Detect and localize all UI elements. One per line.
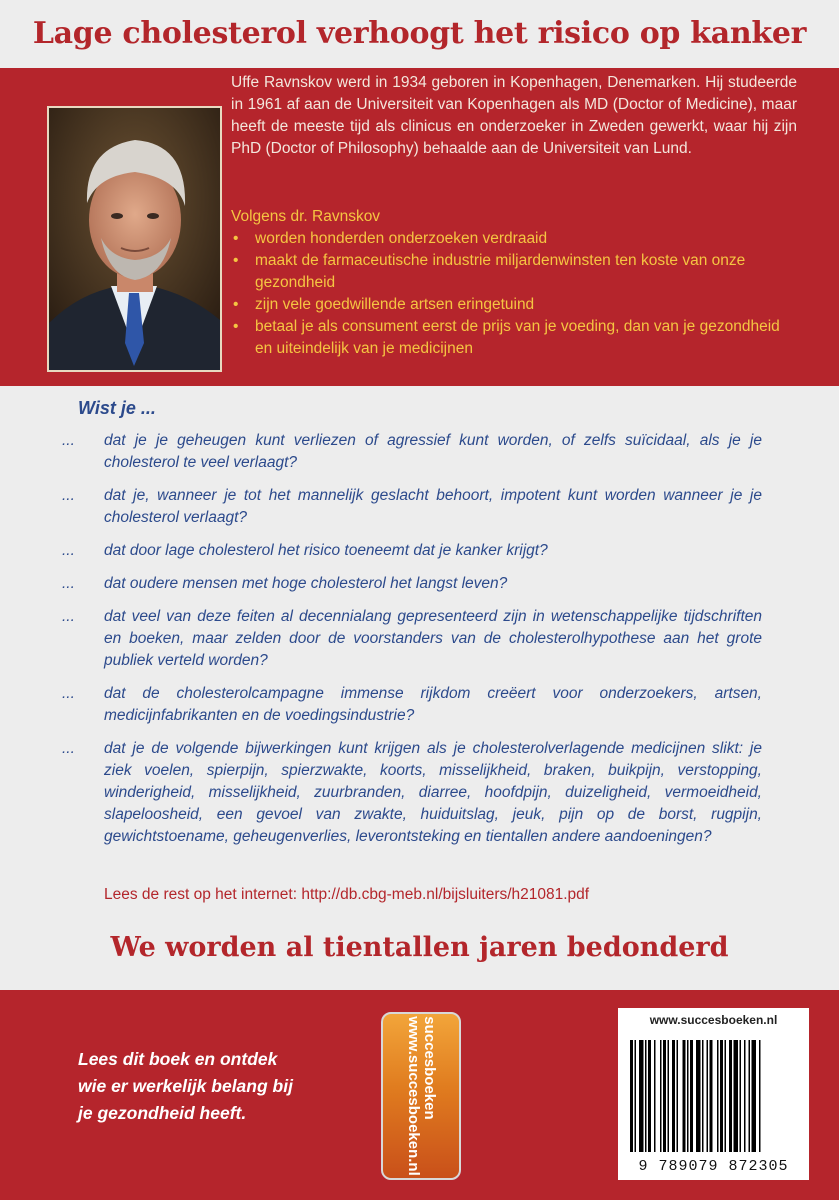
logo-line: www.succesboeken.nl xyxy=(405,1016,422,1176)
barcode-bar xyxy=(729,1040,732,1152)
tagline-line: Lees dit boek en ontdek xyxy=(78,1049,278,1069)
middle-title: We worden al tientallen jaren bedonderd xyxy=(110,931,729,963)
ellipsis-prefix: ... xyxy=(62,575,75,592)
barcode-bar xyxy=(717,1040,719,1152)
logo-line: succesboeken xyxy=(421,1016,438,1120)
list-item xyxy=(62,430,762,474)
barcode-bar xyxy=(720,1040,723,1152)
list-item xyxy=(62,606,762,672)
barcode-bar xyxy=(725,1040,727,1152)
barcode-bar xyxy=(663,1040,666,1152)
bullet-intro: Volgens dr. Ravnskov xyxy=(231,208,381,225)
list-item: • maakt de farmaceutische industrie miljardenwinsten ten koste van onze gezondheid xyxy=(231,250,801,294)
tagline-line: je gezondheid heeft. xyxy=(78,1103,247,1123)
barcode-bar xyxy=(645,1040,647,1152)
fact-text: dat je je geheugen kunt verliezen of agressief kunt worden, of zelfs suïcidaal, als je je cholesterol te veel verlaagt? xyxy=(104,432,762,471)
list-item xyxy=(62,540,762,562)
tagline xyxy=(78,1046,293,1127)
top-title: Lage cholesterol verhoogt het risico op kanker xyxy=(32,15,807,51)
list-item xyxy=(62,683,762,727)
barcode-bar xyxy=(752,1040,757,1152)
list-item: • worden honderden onderzoeken verdraaid xyxy=(231,228,801,250)
list-item xyxy=(62,485,762,529)
list-item xyxy=(62,573,762,595)
barcode-bar xyxy=(696,1040,701,1152)
ellipsis-prefix: ... xyxy=(62,740,75,757)
barcode-bar xyxy=(702,1040,704,1152)
barcode-bar xyxy=(744,1040,746,1152)
barcode-url: www.succesboeken.nl xyxy=(649,1013,778,1027)
tagline-line: wie er werkelijk belang bij xyxy=(78,1076,293,1096)
barcode-bar xyxy=(654,1040,656,1152)
isbn-number: 9 789079 872305 xyxy=(638,1158,789,1175)
barcode-bar xyxy=(672,1040,675,1152)
barcode-bars xyxy=(628,1040,799,1152)
list-item: • betaal je als consument eerst de prijs van je voeding, dan van je gezondheid en uiteindelijk van je medicijnen xyxy=(231,316,801,360)
barcode-bar xyxy=(639,1040,644,1152)
barcode-bar xyxy=(635,1040,637,1152)
barcode-bar xyxy=(660,1040,662,1152)
claims-list xyxy=(231,228,801,360)
list-item: • zijn vele goedwillende artsen eringetuind xyxy=(231,294,801,316)
logo-text xyxy=(405,1016,437,1176)
barcode-bar xyxy=(687,1040,689,1152)
barcode-bar xyxy=(734,1040,739,1152)
fact-text: dat je, wanneer je tot het mannelijk geslacht behoort, impotent kunt worden wanneer je je cholesterol verlaagt? xyxy=(104,487,762,526)
wist-heading: Wist je ... xyxy=(78,398,156,418)
fact-text: dat oudere mensen met hoge cholesterol het langst leven? xyxy=(104,575,508,592)
ellipsis-prefix: ... xyxy=(62,487,75,504)
barcode-bar xyxy=(630,1040,633,1152)
barcode-bar xyxy=(677,1040,679,1152)
barcode-bar xyxy=(759,1040,761,1152)
fact-text: dat door lage cholesterol het risico toeneemt dat je kanker krijgt? xyxy=(104,542,548,559)
ellipsis-prefix: ... xyxy=(62,542,75,559)
facts-list xyxy=(62,430,762,859)
barcode xyxy=(618,1008,809,1180)
fact-text: dat veel van deze feiten al decennialang gepresenteerd zijn in wetenschappelijke tijdschriften en boeken, maar zelden door de voorstanders van de cholesterolhypothese aan het grote publiek verteld worden? xyxy=(104,608,762,669)
fact-text: dat de cholesterolcampagne immense rijkdom creëert voor onderzoekers, artsen, medicijnfabrikanten en de voedingsindustrie? xyxy=(104,685,762,724)
source-link[interactable]: Lees de rest op het internet: http://db.cbg-meb.nl/bijsluiters/h21081.pdf xyxy=(104,886,590,903)
barcode-bar xyxy=(690,1040,693,1152)
ellipsis-prefix: ... xyxy=(62,432,75,449)
barcode-bar xyxy=(740,1040,742,1152)
barcode-bar xyxy=(710,1040,713,1152)
barcode-bar xyxy=(648,1040,651,1152)
barcode-bar xyxy=(668,1040,670,1152)
publisher-logo xyxy=(381,1012,461,1180)
barcode-bar xyxy=(683,1040,686,1152)
author-bio: Uffe Ravnskov werd in 1934 geboren in Kopenhagen, Denemarken. Hij studeerde in 1961 af aan de Universiteit van Kopenhagen als MD (Doctor of Medicine), maar heeft de meeste tijd als clinicus en onderzoeker in Zweden gewerkt, waar hij zijn PhD (Doctor of Philosophy) behaalde aan de Universiteit van Lund. xyxy=(231,74,797,157)
barcode-bar xyxy=(707,1040,709,1152)
ellipsis-prefix: ... xyxy=(62,685,75,702)
barcode-bar xyxy=(749,1040,751,1152)
list-item xyxy=(62,738,762,848)
author-photo xyxy=(47,106,222,372)
ellipsis-prefix: ... xyxy=(62,608,75,625)
fact-text: dat je de volgende bijwerkingen kunt krijgen als je cholesterolverlagende medicijnen slikt: je ziek voelen, spierpijn, spierzwakte, koorts, misselijkheid, braken, buikpijn, verstopping, winderigheid, misselijkheid, zuurbranden, diarree, hoofdpijn, duizeligheid, vermoeidheid, slapeloosheid, een gevoel van zwakte, huiduitslag, jeuk, pijn op de borst, rugpijn, gewichtstoename, geheugenverlies, leverontsteking en tientallen andere aandoeningen? xyxy=(104,740,762,845)
